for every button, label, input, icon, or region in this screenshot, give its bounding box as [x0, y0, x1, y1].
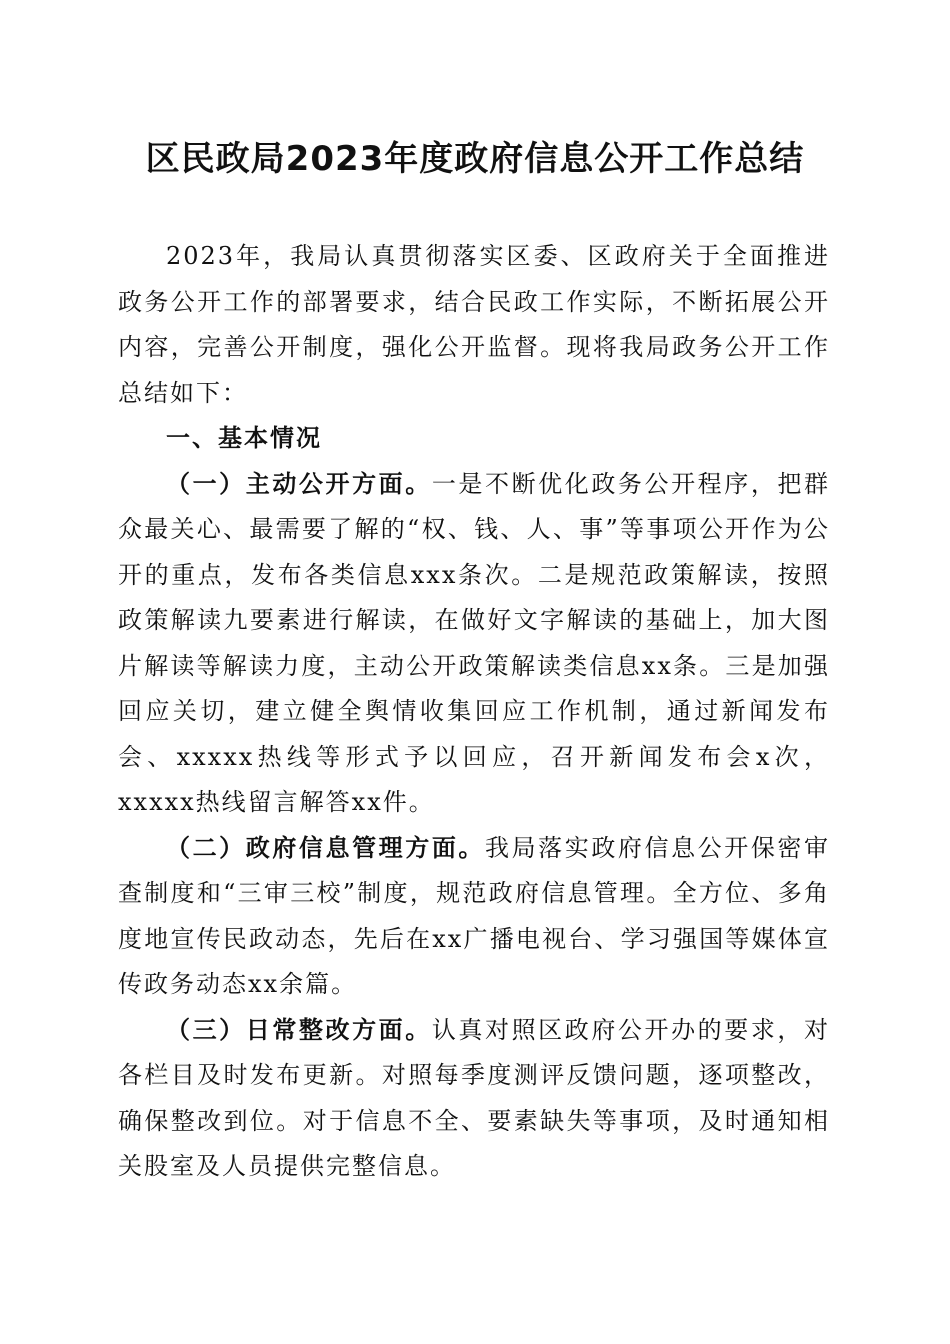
text-daily-rectification: 认真对照区政府公开办的要求，对各栏目及时发布更新。对照每季度测评反馈问题，逐项整改，确保整改到位。对于信息不全、要素缺失等事项，及时通知相关股室及人员提供完整信息。	[118, 1015, 831, 1180]
document-title: 区民政局2023年度政府信息公开工作总结	[145, 139, 805, 179]
subheading-daily-rectification: （三）日常整改方面。	[166, 1015, 432, 1044]
section-heading-basic-situation: 一、基本情况	[166, 424, 322, 452]
intro-paragraph: 2023年，我局认真贯彻落实区委、区政府关于全面推进政务公开工作的部署要求，结合民政工作实际，不断拓展公开内容，完善公开制度，强化公开监督。现将我局政务公开工作总结如下：	[118, 242, 830, 407]
text-information-management: 我局落实政府信息公开保密审查制度和“三审三校”制度，规范政府信息管理。全方位、多角度地宣传民政动态，先后在xx广播电视台、学习强国等媒体宣传政务动态xx余篇。	[118, 833, 830, 998]
subheading-proactive-disclosure: （一）主动公开方面。	[166, 469, 432, 498]
text-proactive-disclosure: 一是不断优化政务公开程序，把群众最关心、最需要了解的“权、钱、人、事”等事项公开作为公开的重点，发布各类信息xxx条次。二是规范政策解读，按照政策解读九要素进行解读，在做好文字解读的基础上，加大图片解读等解读力度，主动公开政策解读类信息xx条。三是加强回应关切，建立健全舆情收集回应工作机制，通过新闻发布会、xxxxx热线等形式予以回应，召开新闻发布会x次，xxxxx热线留言解答xx件。	[118, 469, 831, 816]
paragraph-information-management	[118, 826, 830, 1008]
document-body	[118, 234, 830, 1190]
subheading-information-management: （二）政府信息管理方面。	[166, 833, 485, 862]
paragraph-proactive-disclosure	[118, 462, 830, 826]
paragraph-daily-rectification	[118, 1008, 830, 1190]
